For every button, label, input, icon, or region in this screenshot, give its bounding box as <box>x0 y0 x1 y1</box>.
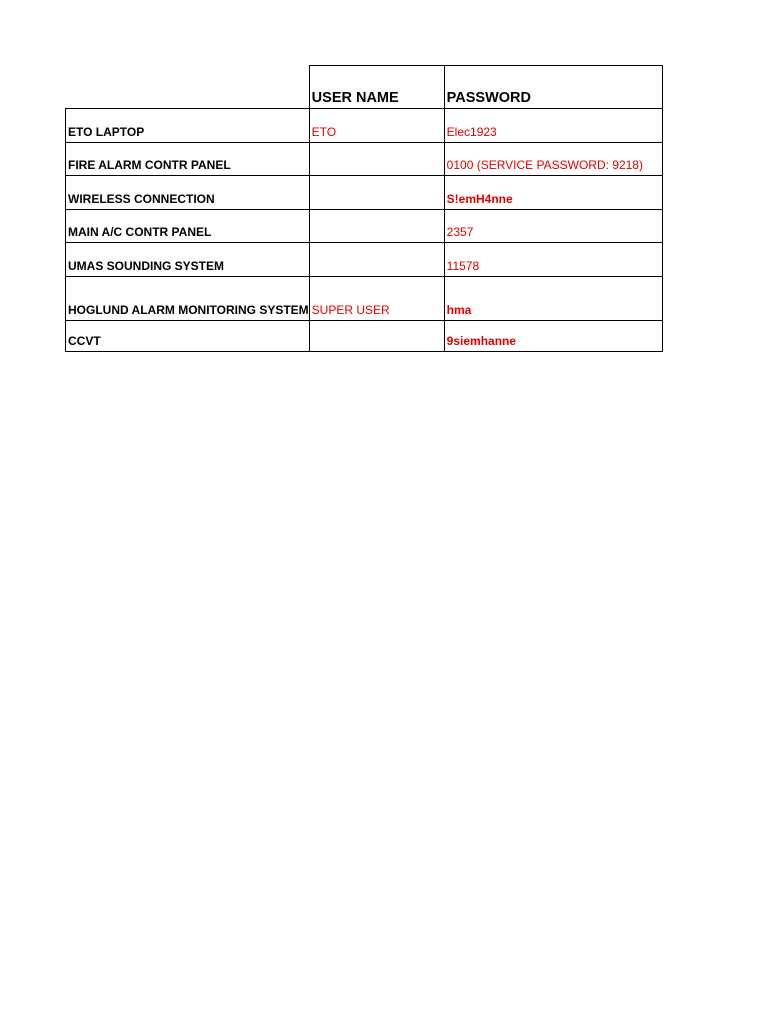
row-password: 2357 <box>444 210 662 243</box>
row-label: MAIN A/C CONTR PANEL <box>66 210 310 243</box>
row-username <box>309 210 444 243</box>
table-row <box>66 321 663 352</box>
table-row <box>66 210 663 243</box>
row-label: FIRE ALARM CONTR PANEL <box>66 143 310 176</box>
row-label: ETO LAPTOP <box>66 109 310 143</box>
header-password: PASSWORD <box>444 66 662 109</box>
row-username <box>309 243 444 277</box>
table-row <box>66 243 663 277</box>
row-password: 9siemhanne <box>444 321 662 352</box>
row-label: UMAS SOUNDING SYSTEM <box>66 243 310 277</box>
table-row <box>66 176 663 210</box>
row-username: SUPER USER <box>309 277 444 321</box>
header-row <box>66 66 663 109</box>
row-password: S!emH4nne <box>444 176 662 210</box>
credentials-table <box>65 65 663 352</box>
row-username <box>309 176 444 210</box>
row-password: 0100 (SERVICE PASSWORD: 9218) <box>444 143 662 176</box>
row-username <box>309 143 444 176</box>
row-label: WIRELESS CONNECTION <box>66 176 310 210</box>
row-username <box>309 321 444 352</box>
table-row <box>66 143 663 176</box>
row-label: HOGLUND ALARM MONITORING SYSTEM <box>66 277 310 321</box>
row-label: CCVT <box>66 321 310 352</box>
row-username: ETO <box>309 109 444 143</box>
header-username: USER NAME <box>309 66 444 109</box>
row-password: Elec1923 <box>444 109 662 143</box>
row-password: hma <box>444 277 662 321</box>
table-row <box>66 109 663 143</box>
table-row <box>66 277 663 321</box>
row-password: 11578 <box>444 243 662 277</box>
header-blank-cell <box>66 66 310 109</box>
